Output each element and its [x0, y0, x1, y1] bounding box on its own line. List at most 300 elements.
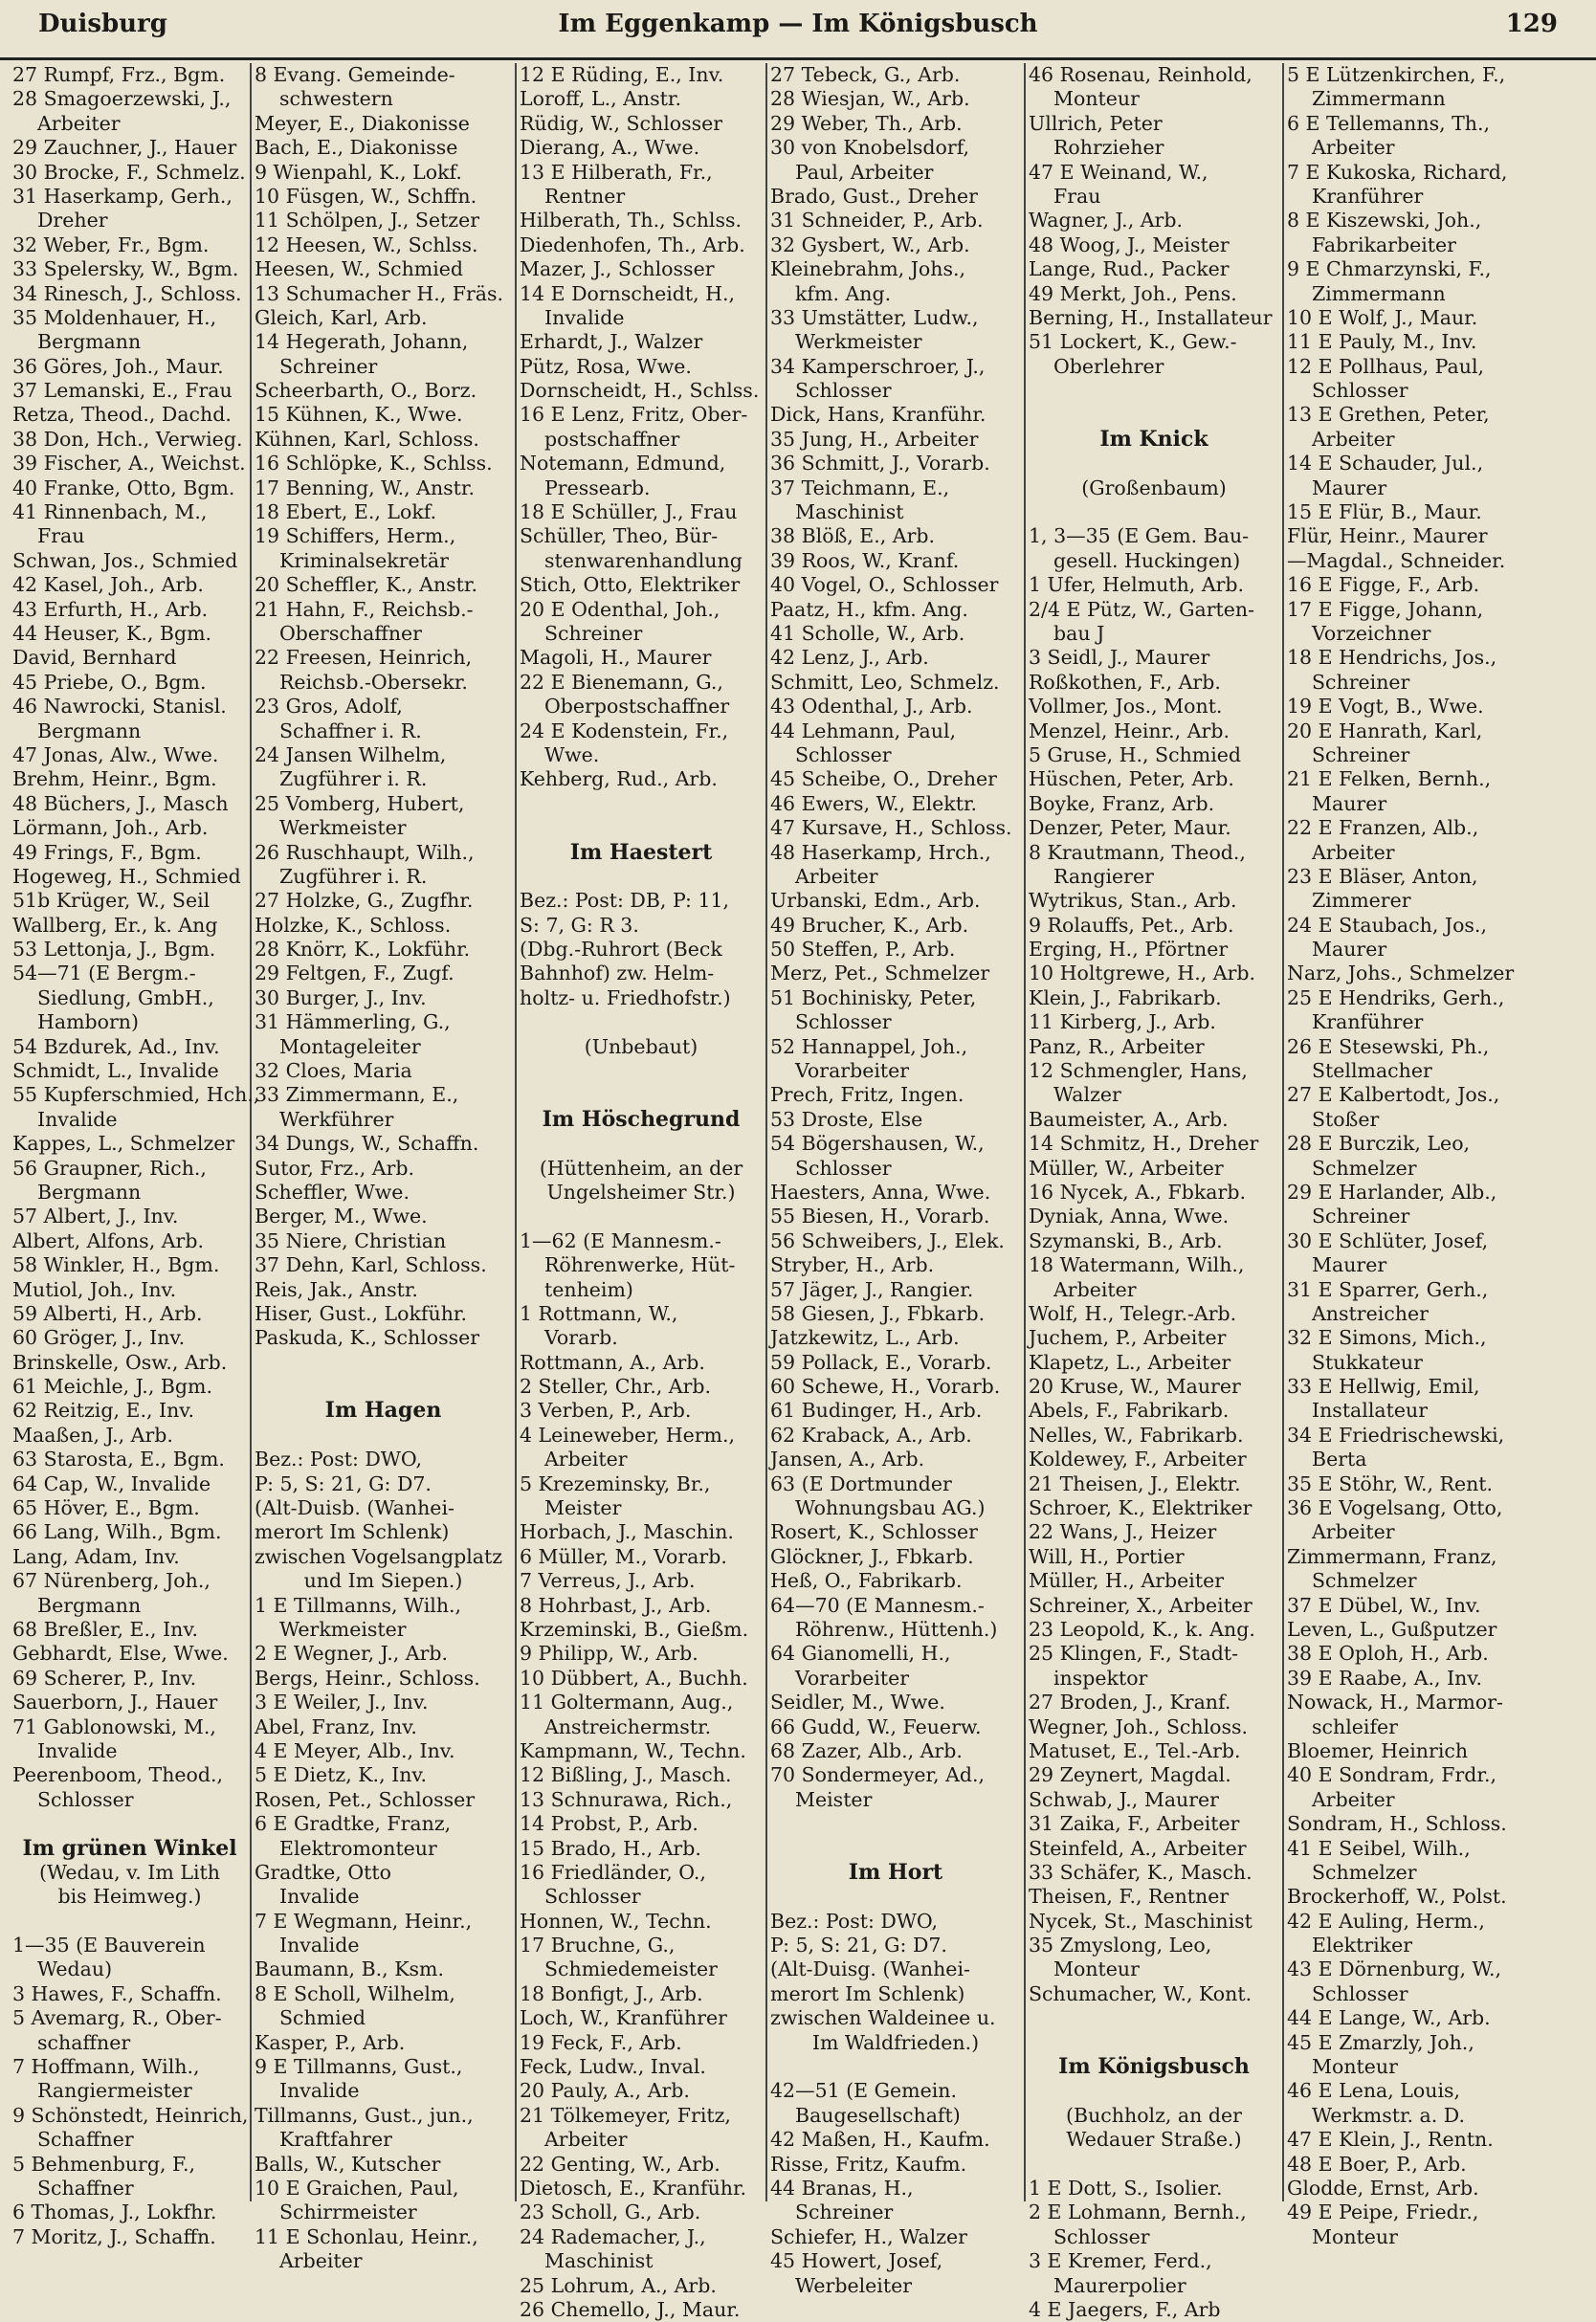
directory-entry: Röhrenwerke, Hüt-: [544, 1253, 736, 1277]
spacer: [255, 1424, 512, 1448]
directory-entry: 12 Schmengler, Hans,: [1029, 1059, 1248, 1083]
directory-entry: 26 Chemello, J., Maur.: [520, 2297, 741, 2321]
directory-entry: 2 E Wegner, J., Arb.: [255, 1642, 449, 1666]
directory-entry: Dyniak, Anna, Wwe.: [1029, 1205, 1230, 1228]
directory-entry: Stellmacher: [1312, 1059, 1432, 1083]
directory-entry: Rosert, K., Schlosser: [770, 1520, 978, 1544]
directory-entry: Stryber, H., Arb.: [770, 1253, 935, 1277]
directory-entry: 4 E Meyer, Alb., Inv.: [255, 1738, 455, 1762]
directory-entry: Schlosser: [544, 1885, 641, 1909]
directory-entry: 27 Holzke, G., Zugfhr.: [255, 889, 474, 913]
directory-entry: 9 E Tillmanns, Gust.,: [255, 2055, 463, 2079]
directory-entry: 52 Hannappel, Joh.,: [770, 1034, 968, 1058]
directory-entry: 35 Niere, Christian: [255, 1228, 447, 1252]
directory-entry: Schumacher, W., Kont.: [1029, 1981, 1252, 2005]
directory-entry: Zugführer i. R.: [279, 767, 428, 791]
directory-entry: Paul, Arbeiter: [795, 160, 934, 184]
directory-entry: Schmitt, Leo, Schmelz.: [770, 670, 1000, 694]
spacer: [255, 1351, 512, 1375]
directory-entry: 28 E Burczik, Leo,: [1287, 1132, 1471, 1156]
directory-entry: Oberpostschaffner: [544, 695, 730, 719]
directory-entry: Arbeiter: [1312, 136, 1395, 160]
spacer: [520, 1059, 763, 1083]
directory-entry: 55 Kupferschmied, Hch.,: [12, 1083, 260, 1107]
directory-entry: 10 Füsgen, W., Schffn.: [255, 184, 477, 208]
directory-entry: 44 E Lange, W., Arb.: [1287, 2006, 1491, 2030]
directory-entry: 59 Alberti, H., Arb.: [12, 1301, 203, 1325]
directory-entry: Röhrenw., Hüttenh.): [795, 1618, 998, 1641]
directory-entry: 60 Schewe, H., Vorarb.: [770, 1375, 1001, 1399]
spacer: [520, 1205, 763, 1228]
directory-entry: Matuset, E., Tel.-Arb.: [1029, 1738, 1241, 1762]
directory-entry: Rosen, Pet., Schlosser: [255, 1787, 476, 1811]
directory-entry: Maschinist: [795, 500, 904, 524]
directory-entry: Dierang, A., Wwe.: [520, 136, 700, 160]
directory-entry: Arbeiter: [1312, 840, 1395, 864]
directory-entry: Frau: [37, 524, 85, 548]
directory-entry: P: 5, S: 21, G: D7.: [770, 1934, 947, 1957]
directory-entry: 36 Göres, Joh., Maur.: [12, 354, 224, 378]
directory-entry: 27 E Kalbertodt, Jos.,: [1287, 1083, 1500, 1107]
directory-entry: S: 7, G: R 3.: [520, 913, 639, 937]
directory-entry: 34 Kamperschroer, J.,: [770, 354, 986, 378]
directory-entry: 39 Roos, W., Kranf.: [770, 548, 960, 572]
directory-entry: Paskuda, K., Schlosser: [255, 1326, 480, 1350]
spacer: [520, 792, 763, 816]
directory-entry: Bergs, Heinr., Schloss.: [255, 1666, 480, 1690]
directory-entry: Koldewey, F., Arbeiter: [1029, 1448, 1247, 1471]
directory-entry: 13 Schumacher H., Fräs.: [255, 281, 504, 305]
directory-entry: 53 Droste, Else: [770, 1107, 923, 1131]
directory-entry: 9 Philipp, W., Arb.: [520, 1642, 698, 1666]
column-4: [767, 63, 1026, 2297]
directory-entry: 33 Schäfer, K., Masch.: [1029, 1860, 1252, 1884]
directory-entry: P: 5, S: 21, G: D7.: [255, 1471, 432, 1495]
directory-entry: Stoßer: [1312, 1107, 1380, 1131]
directory-entry: inspektor: [1053, 1666, 1148, 1690]
page-header: [0, 0, 1596, 60]
directory-entry: 5 Krezeminsky, Br.,: [520, 1471, 711, 1495]
directory-entry: 33 Spelersky, W., Bgm.: [12, 257, 239, 281]
directory-entry: Kappes, L., Schmelzer: [12, 1132, 235, 1156]
directory-entry: Nelles, W., Fabrikarb.: [1029, 1423, 1244, 1447]
directory-entry: Schwab, J., Maurer: [1029, 1787, 1219, 1811]
directory-entry: Arbeiter: [37, 111, 121, 135]
spacer: [1029, 403, 1279, 427]
directory-entry: 51b Krüger, W., Seil: [12, 889, 211, 913]
directory-entry: 8 E Kiszewski, Joh.,: [1287, 209, 1482, 232]
directory-entry: Lang, Adam, Inv.: [12, 1544, 180, 1568]
spacer: [770, 2055, 1021, 2079]
directory-entry: 23 Scholl, G., Arb.: [520, 2200, 701, 2224]
street-heading: Im Hagen: [324, 1398, 442, 1424]
directory-entry: 49 Brucher, K., Arb.: [770, 913, 969, 937]
directory-entry: Zimmerer: [1312, 889, 1411, 913]
column-1: [10, 63, 260, 2248]
directory-entry: 42 E Auling, Herm.,: [1287, 1909, 1485, 1933]
directory-entry: 20 Kruse, W., Maurer: [1029, 1375, 1241, 1399]
directory-entry: 24 E Kodenstein, Fr.,: [520, 719, 729, 742]
directory-entry: Arbeiter: [1312, 427, 1395, 451]
directory-entry: 10 E Wolf, J., Maur.: [1287, 305, 1478, 329]
street-heading: Im Königsbusch: [1058, 2054, 1250, 2080]
directory-entry: 8 Evang. Gemeinde-: [255, 63, 455, 86]
directory-entry: Zimmermann: [1312, 281, 1446, 305]
spacer: [1029, 2079, 1279, 2103]
directory-entry: Elektriker: [1312, 1934, 1413, 1957]
directory-entry: 36 Schmitt, J., Vorarb.: [770, 452, 990, 475]
directory-entry: 68 Breßler, E., Inv.: [12, 1618, 199, 1641]
directory-entry: 3 E Kremer, Ferd.,: [1029, 2249, 1212, 2273]
directory-entry: 25 Vomberg, Hubert,: [255, 791, 465, 815]
directory-entry: Arbeiter: [544, 2128, 628, 2152]
directory-entry: 64 Cap, W., Invalide: [12, 1471, 211, 1495]
directory-entry: 47 Kursave, H., Schloss.: [770, 816, 1012, 840]
directory-entry: 6 Thomas, J., Lokfhr.: [12, 2200, 217, 2224]
directory-entry: Schlosser: [1312, 379, 1408, 403]
directory-entry: 22 Wans, J., Heizer: [1029, 1520, 1217, 1544]
directory-entry: Scheerbarth, O., Borz.: [255, 379, 477, 403]
directory-entry: Schlosser: [1312, 1981, 1408, 2005]
directory-entry: 5 E Lützenkirchen, F.,: [1287, 63, 1506, 86]
directory-entry: Scheffler, Wwe.: [255, 1180, 410, 1204]
directory-entry: Klapetz, L., Arbeiter: [1029, 1350, 1231, 1374]
directory-entry: 53 Lettonja, J., Bgm.: [12, 938, 216, 962]
directory-entry: Frau: [1053, 184, 1101, 208]
directory-entry: Kraftfahrer: [279, 2128, 392, 2152]
directory-entry: Wytrikus, Stan., Arb.: [1029, 889, 1237, 913]
directory-entry: schwestern: [279, 87, 393, 111]
directory-entry: 22 E Bienemann, G.,: [520, 670, 723, 694]
directory-entry: Ungelsheimer Str.): [546, 1180, 736, 1204]
directory-entry: Walzer: [1053, 1083, 1121, 1107]
directory-entry: 22 E Franzen, Alb.,: [1287, 816, 1479, 840]
directory-entry: Schreiner: [795, 2200, 894, 2224]
directory-entry: Stich, Otto, Elektriker: [520, 573, 741, 597]
directory-entry: Schreiner: [1312, 742, 1410, 766]
directory-entry: 42 Kasel, Joh., Arb.: [12, 573, 204, 597]
directory-entry: Schlosser: [795, 1010, 892, 1034]
directory-entry: Maurer: [1312, 791, 1387, 815]
directory-entry: 49 Frings, F., Bgm.: [12, 840, 202, 864]
directory-entry: Baugesellschaft): [795, 2103, 961, 2127]
directory-entry: Werkmeister: [279, 816, 407, 840]
directory-entry: Erging, H., Pförtner: [1029, 938, 1229, 962]
directory-entry: 44 Branas, H.,: [770, 2176, 914, 2200]
directory-entry: 3 Seidl, J., Maurer: [1029, 646, 1210, 670]
directory-entry: Vollmer, Jos., Mont.: [1029, 695, 1223, 719]
directory-entry: 47 E Klein, J., Rentn.: [1287, 2128, 1494, 2152]
directory-entry: Leven, L., Gußputzer: [1287, 1618, 1497, 1641]
directory-entry: 13 E Grethen, Peter,: [1287, 403, 1490, 427]
spacer: [520, 865, 763, 889]
directory-entry: Baumann, B., Ksm.: [255, 1957, 444, 1981]
directory-entry: 30 Burger, J., Inv.: [255, 985, 427, 1009]
spacer: [1029, 379, 1279, 403]
directory-entry: Berning, H., Installateur: [1029, 305, 1273, 329]
directory-entry: Dornscheidt, H., Schlss.: [520, 379, 760, 403]
directory-entry: 42 Maßen, H., Kaufm.: [770, 2128, 990, 2152]
directory-entry: 3 Hawes, F., Schaffn.: [12, 1981, 222, 2005]
directory-entry: 2 Steller, Chr., Arb.: [520, 1375, 712, 1399]
directory-entry: Vorzeichner: [1312, 621, 1431, 645]
directory-entry: Boyke, Franz, Arb.: [1029, 791, 1215, 815]
spacer: [255, 1375, 512, 1399]
directory-entry: 34 Rinesch, J., Schloss.: [12, 281, 242, 305]
directory-entry: 48 Büchers, J., Masch: [12, 791, 229, 815]
directory-entry: (Dbg.-Ruhrort (Beck: [520, 938, 722, 962]
directory-entry: 5 E Dietz, K., Inv.: [255, 1763, 428, 1787]
directory-entry: 47 E Weinand, W.,: [1029, 160, 1208, 184]
directory-entry: Wohnungsbau AG.): [795, 1496, 986, 1520]
directory-entry: 37 Teichmann, E.,: [770, 475, 950, 499]
directory-entry: 28 Knörr, K., Lokführ.: [255, 938, 471, 962]
directory-entry: 57 Jäger, J., Rangier.: [770, 1277, 974, 1301]
directory-entry: Bez.: Post: DWO,: [255, 1448, 423, 1471]
directory-entry: Reis, Jak., Anstr.: [255, 1277, 418, 1301]
directory-entry: 16 E Lenz, Fritz, Ober-: [520, 403, 748, 427]
directory-entry: Rohrzieher: [1053, 136, 1164, 160]
directory-entry: 21 Hahn, F., Reichsb.-: [255, 597, 474, 621]
directory-entry: 5 Gruse, H., Schmied: [1029, 742, 1242, 766]
directory-entry: 48 E Boer, P., Arb.: [1287, 2152, 1467, 2176]
directory-entry: Invalide: [37, 1738, 118, 1762]
directory-entry: Hilberath, Th., Schlss.: [520, 209, 743, 232]
directory-entry: 32 Gysbert, W., Arb.: [770, 232, 970, 256]
directory-entry: 1—62 (E Mannesm.-: [520, 1228, 721, 1252]
directory-entry: Haesters, Anna, Wwe.: [770, 1180, 991, 1204]
directory-entry: 29 Weber, Th., Arb.: [770, 111, 963, 135]
directory-entry: 54—71 (E Bergm.-: [12, 962, 196, 985]
directory-entry: 9 Wienpahl, K., Lokf.: [255, 160, 462, 184]
directory-entry: zwischen Vogelsangplatz: [255, 1544, 503, 1568]
directory-entry: 9 E Chmarzynski, F.,: [1287, 257, 1492, 281]
directory-entry: Arbeiter: [1053, 1277, 1137, 1301]
directory-entry: 63 Starosta, E., Bgm.: [12, 1448, 225, 1471]
directory-entry: Werkmeister: [795, 330, 922, 354]
directory-entry: 7 E Wegmann, Heinr.,: [255, 1909, 473, 1933]
directory-entry: (Wedau, v. Im Lith: [39, 1860, 220, 1884]
directory-entry: 13 Schnurawa, Rich.,: [520, 1787, 733, 1811]
directory-entry: 6 E Tellemanns, Th.,: [1287, 111, 1491, 135]
directory-entry: 14 E Schauder, Jul.,: [1287, 452, 1484, 475]
directory-entry: 25 E Hendriks, Gerh.,: [1287, 985, 1505, 1009]
street-heading: Im Hort: [848, 1859, 943, 1885]
directory-entry: Kehberg, Rud., Arb.: [520, 767, 718, 791]
directory-entry: Schüller, Theo, Bür-: [520, 524, 719, 548]
directory-entry: 42 Lenz, J., Arb.: [770, 646, 929, 670]
directory-entry: Schirrmeister: [279, 2200, 417, 2224]
directory-entry: Panz, R., Arbeiter: [1029, 1034, 1205, 1058]
directory-entry: 54 Bzdurek, Ad., Inv.: [12, 1034, 220, 1058]
directory-entry: Urbanski, Edm., Arb.: [770, 889, 981, 913]
directory-entry: 40 E Sondram, Frdr.,: [1287, 1763, 1497, 1787]
directory-entry: Schreiner: [544, 621, 643, 645]
directory-entry: gesell. Huckingen): [1053, 548, 1241, 572]
directory-entry: 43 Erfurth, H., Arb.: [12, 597, 209, 621]
directory-entry: Wagner, J., Arb.: [1029, 209, 1183, 232]
directory-entry: 8 E Scholl, Wilhelm,: [255, 1981, 455, 2005]
directory-entry: Monteur: [1053, 1957, 1140, 1981]
directory-entry: Honnen, W., Techn.: [520, 1909, 712, 1933]
directory-entry: 46 Nawrocki, Stanisl.: [12, 695, 227, 719]
directory-entry: Glöckner, J., Fbkarb.: [770, 1544, 974, 1568]
column-3: [517, 63, 767, 2321]
directory-entry: Bergmann: [37, 1180, 142, 1204]
directory-entry: Schaffner: [37, 2128, 134, 2152]
directory-entry: 8 Krautmann, Theod.,: [1029, 840, 1246, 864]
directory-entry: Wegner, Joh., Schloss.: [1029, 1714, 1249, 1738]
directory-entry: Gebhardt, Else, Wwe.: [12, 1642, 229, 1666]
directory-entry: 7 Hoffmann, Wilh.,: [12, 2055, 200, 2079]
directory-entry: Schlosser: [795, 742, 892, 766]
directory-entry: 16 Nycek, A., Fbkarb.: [1029, 1180, 1246, 1204]
directory-entry: 23 Gros, Adolf,: [255, 695, 403, 719]
directory-entry: Notemann, Edmund,: [520, 452, 726, 475]
directory-entry: 51 Bochinisky, Peter,: [770, 985, 977, 1009]
directory-entry: Bergmann: [37, 330, 142, 354]
directory-entry: 50 Steffen, P., Arb.: [770, 938, 956, 962]
directory-entry: Juchem, P., Arbeiter: [1029, 1326, 1227, 1350]
directory-entry: 1 Rottmann, W.,: [520, 1301, 678, 1325]
directory-entry: 15 Brado, H., Arb.: [520, 1836, 701, 1860]
directory-entry: Anstreicher: [1312, 1301, 1429, 1325]
directory-entry: Zimmermann: [1312, 87, 1446, 111]
directory-entry: 14 Schmitz, H., Dreher: [1029, 1132, 1259, 1156]
directory-entry: 16 Friedländer, O.,: [520, 1860, 706, 1884]
directory-entry: Narz, Johs., Schmelzer: [1287, 962, 1515, 985]
directory-entry: holtz- u. Friedhofstr.): [520, 985, 731, 1009]
directory-entry: Monteur: [1312, 2055, 1398, 2079]
directory-entry: Müller, H., Arbeiter: [1029, 1569, 1225, 1593]
directory-entry: Ullrich, Peter: [1029, 111, 1163, 135]
street-range: Im Eggenkamp — Im Königsbusch: [558, 10, 1038, 38]
directory-entry: 10 Holtgrewe, H., Arb.: [1029, 962, 1256, 985]
directory-entry: Schmelzer: [1312, 1156, 1417, 1180]
directory-entry: 35 Jung, H., Arbeiter: [770, 427, 979, 451]
directory-entry: tenheim): [544, 1277, 633, 1301]
directory-entry: Schlosser: [1053, 2224, 1150, 2248]
directory-entry: Arbeiter: [795, 864, 878, 888]
directory-entry: Montageleiter: [279, 1034, 421, 1058]
directory-entry: 61 Meichle, J., Bgm.: [12, 1375, 213, 1399]
directory-entry: 63 (E Dortmunder: [770, 1471, 952, 1495]
directory-entry: 18 Ebert, E., Lokf.: [255, 500, 437, 524]
directory-entry: 35 E Stöhr, W., Rent.: [1287, 1471, 1494, 1495]
directory-entry: Bez.: Post: DB, P: 11,: [520, 889, 730, 913]
directory-entry: Bach, E., Diakonisse: [255, 136, 458, 160]
directory-entry: 57 Albert, J., Inv.: [12, 1205, 179, 1228]
directory-entry: Tillmanns, Gust., jun.,: [255, 2103, 474, 2127]
directory-entry: Glodde, Ernst, Arb.: [1287, 2176, 1479, 2200]
street-heading: Im grünen Winkel: [22, 1835, 237, 1861]
directory-entry: Paatz, H., kfm. Ang.: [770, 597, 968, 621]
spacer: [770, 1885, 1021, 1909]
directory-entry: 21 E Felken, Bernh.,: [1287, 767, 1492, 791]
directory-entry: Diedenhofen, Th., Arb.: [520, 232, 745, 256]
directory-entry: (Alt-Duisg. (Wanhei-: [770, 1957, 970, 1981]
directory-entry: Schmied: [279, 2006, 366, 2030]
directory-entry: 29 Zeynert, Magdal.: [1029, 1763, 1231, 1787]
directory-entry: 10 E Graichen, Paul,: [255, 2176, 459, 2200]
directory-entry: Kleinebrahm, Johs.,: [770, 257, 966, 281]
directory-entry: 6 E Gradtke, Franz,: [255, 1812, 452, 1836]
directory-entry: 54 Bögershausen, W.,: [770, 1132, 985, 1156]
directory-entry: Schaffner: [37, 2176, 134, 2200]
directory-entry: 31 Haserkamp, Gerh.,: [12, 184, 233, 208]
directory-entry: 56 Graupner, Rich.,: [12, 1156, 207, 1180]
directory-entry: Invalide: [544, 305, 625, 329]
directory-entry: Kühnen, Karl, Schloss.: [255, 427, 479, 451]
directory-entry: Invalide: [279, 2079, 360, 2103]
directory-entry: Schreiner, X., Arbeiter: [1029, 1593, 1252, 1617]
directory-entry: 18 E Schüller, J., Frau: [520, 500, 738, 524]
directory-entry: Rangierer: [1053, 864, 1154, 888]
directory-entry: Monteur: [1312, 2224, 1398, 2248]
directory-entry: Albert, Alfons, Arb.: [12, 1228, 204, 1252]
spacer: [520, 1083, 763, 1107]
directory-entry: 35 Zmyslong, Leo,: [1029, 1934, 1212, 1957]
directory-entry: 12 Heesen, W., Schlss.: [255, 232, 478, 256]
directory-entry: 17 Bruchne, G.,: [520, 1934, 676, 1957]
directory-entry: 2 E Lohmann, Bernh.,: [1029, 2200, 1247, 2224]
directory-entry: Siedlung, GmbH.,: [37, 985, 214, 1009]
directory-entry: Invalide: [279, 1885, 360, 1909]
street-heading: Im Höschegrund: [542, 1106, 741, 1132]
directory-entry: 7 E Kukoska, Richard,: [1287, 160, 1508, 184]
directory-entry: 55 Biesen, H., Vorarb.: [770, 1205, 990, 1228]
directory-entry: Berger, M., Wwe.: [255, 1205, 428, 1228]
directory-entry: 41 Rinnenbach, M.,: [12, 500, 208, 524]
directory-entry: 46 Ewers, W., Elektr.: [770, 791, 978, 815]
directory-entry: 28 Smagoerzewski, J.,: [12, 87, 232, 111]
directory-entry: Schmiedemeister: [544, 1957, 718, 1981]
directory-entry: merort Im Schlenk): [255, 1520, 450, 1544]
directory-entry: 41 Scholle, W., Arb.: [770, 621, 965, 645]
directory-entry: 66 Lang, Wilh., Bgm.: [12, 1520, 222, 1544]
directory-entry: 36 E Vogelsang, Otto,: [1287, 1496, 1503, 1520]
spacer: [1029, 2031, 1279, 2055]
directory-entry: 3 E Weiler, J., Inv.: [255, 1691, 429, 1714]
directory-entry: 38 Blöß, E., Arb.: [770, 524, 936, 548]
directory-entry: 48 Haserkamp, Hrch.,: [770, 840, 991, 864]
directory-entry: 26 E Stesewski, Ph.,: [1287, 1034, 1490, 1058]
spacer: [770, 1812, 1021, 1836]
directory-entry: 13 E Hilberath, Fr.,: [520, 160, 713, 184]
directory-entry: 10 Dübbert, A., Buchh.: [520, 1666, 748, 1690]
directory-entry: 48 Woog, J., Meister: [1029, 232, 1230, 256]
directory-entry: Flür, Heinr., Maurer: [1287, 524, 1488, 548]
directory-entry: 16 Schlöpke, K., Schlss.: [255, 452, 493, 475]
directory-entry: Mazer, J., Schlosser: [520, 257, 715, 281]
directory-entry: 17 E Figge, Johann,: [1287, 597, 1484, 621]
directory-entry: Gradtke, Otto: [255, 1860, 391, 1884]
directory-entry: 23 Leopold, K., k. Ang.: [1029, 1618, 1255, 1641]
directory-entry: Nycek, St., Maschinist: [1029, 1909, 1252, 1933]
directory-entry: 29 Feltgen, F., Zugf.: [255, 962, 454, 985]
directory-entry: 4 Leineweber, Herm.,: [520, 1423, 735, 1447]
directory-entry: Jansen, A., Arb.: [770, 1448, 925, 1471]
directory-entry: 38 E Oploh, H., Arb.: [1287, 1642, 1489, 1666]
directory-entry: 33 Zimmermann, E.,: [255, 1083, 459, 1107]
directory-entry: Maurer: [1312, 475, 1387, 499]
directory-entry: 11 Kirberg, J., Arb.: [1029, 1010, 1216, 1034]
column-2: [252, 63, 517, 2273]
directory-entry: Schroer, K., Elektriker: [1029, 1496, 1252, 1520]
directory-entry: 3 Verben, P., Arb.: [520, 1399, 692, 1423]
directory-entry: 56 Schweibers, J., Elek.: [770, 1228, 1005, 1252]
directory-entry: 37 Lemanski, E., Frau: [12, 379, 233, 403]
